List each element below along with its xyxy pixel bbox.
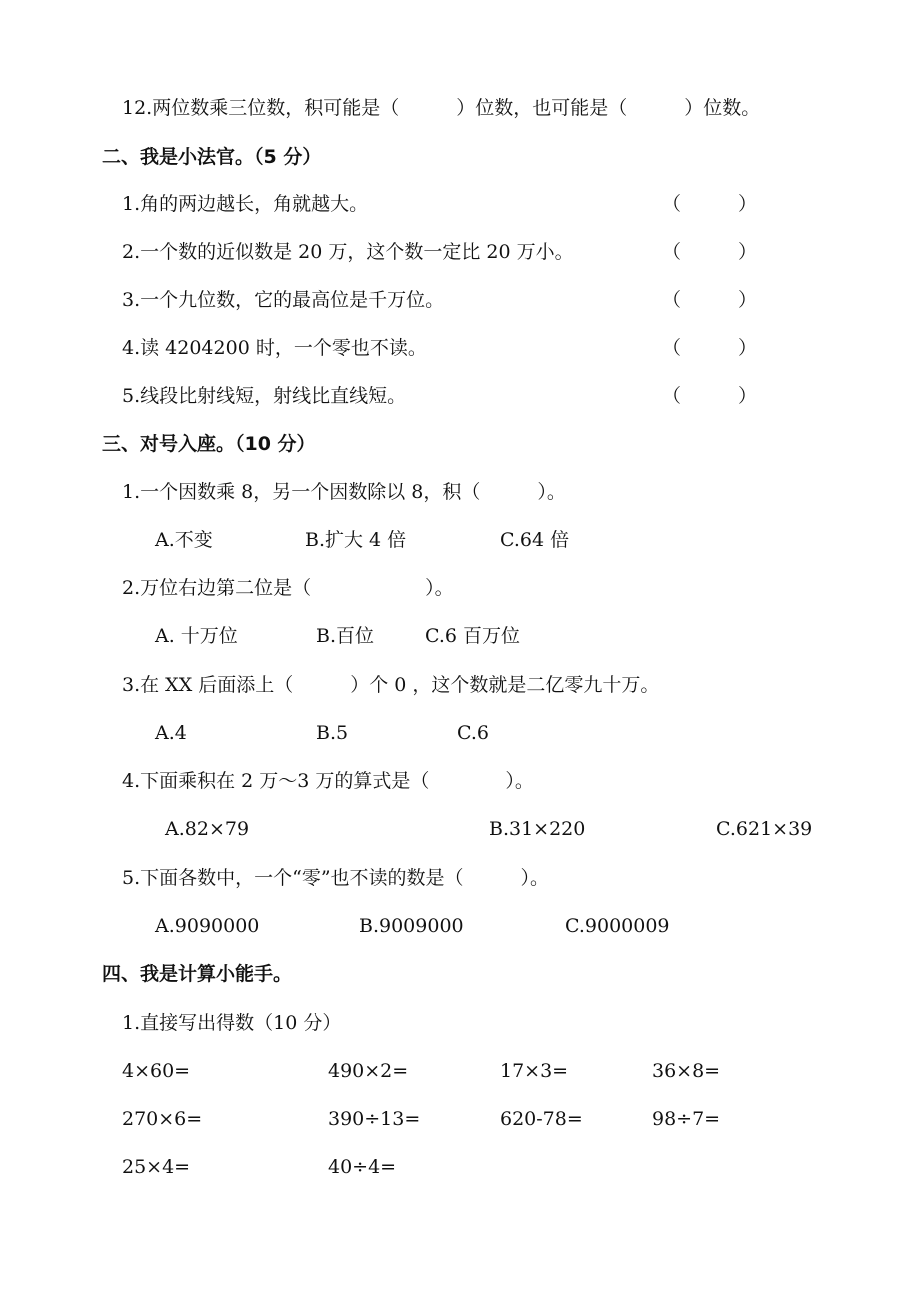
choice-5-option-c: C.9000009 (565, 915, 670, 937)
choice-question-2: 2.万位右边第二位是（ ）。 (122, 577, 454, 599)
choice-2-option-b: B.百位 (316, 625, 375, 647)
judge-item-1: 1.角的两边越长，角就越大。 (122, 193, 369, 215)
choice-3-option-c: C.6 (457, 722, 489, 744)
choice-question-4: 4.下面乘积在 2 万～3 万的算式是（ ）。 (122, 770, 534, 792)
section-4-heading: 四、我是计算小能手。 (102, 963, 293, 985)
choice-1-option-b: B.扩大 4 倍 (305, 529, 407, 551)
choice-1-option-c: C.64 倍 (500, 529, 570, 551)
judge-item-5: 5.线段比射线短，射线比直线短。 (122, 385, 407, 407)
calc-item: 270×6= (122, 1108, 203, 1130)
judge-bracket-2: （ ） (662, 241, 758, 263)
choice-2-option-a: A. 十万位 (155, 625, 238, 647)
calc-item: 620-78= (500, 1108, 583, 1130)
choice-question-3: 3.在 XX 后面添上（ ）个 0 ，这个数就是二亿零九十万。 (122, 674, 660, 696)
judge-bracket-1: （ ） (662, 193, 758, 215)
choice-4-option-c: C.621×39 (716, 818, 813, 840)
choice-5-option-a: A.9090000 (155, 915, 260, 937)
calc-item: 390÷13= (328, 1108, 421, 1130)
judge-bracket-5: （ ） (662, 385, 758, 407)
choice-4-option-b: B.31×220 (489, 818, 586, 840)
choice-question-5: 5.下面各数中，一个“零”也不读的数是（ ）。 (122, 867, 550, 889)
judge-item-3: 3.一个九位数，它的最高位是千万位。 (122, 289, 445, 311)
section-2-heading: 二、我是小法官。（5 分） (102, 146, 322, 168)
judge-item-4: 4.读 4204200 时，一个零也不读。 (122, 337, 427, 359)
calc-item: 98÷7= (652, 1108, 721, 1130)
choice-4-option-a: A.82×79 (165, 818, 250, 840)
calc-item: 17×3= (500, 1060, 569, 1082)
choice-3-option-a: A.4 (155, 722, 187, 744)
calc-item: 36×8= (652, 1060, 721, 1082)
choice-3-option-b: B.5 (316, 722, 349, 744)
calc-item: 4×60= (122, 1060, 191, 1082)
question-12: 12.两位数乘三位数，积可能是（ ）位数，也可能是（ ）位数。 (122, 97, 761, 119)
judge-bracket-4: （ ） (662, 337, 758, 359)
choice-5-option-b: B.9009000 (359, 915, 464, 937)
calc-item: 490×2= (328, 1060, 409, 1082)
judge-bracket-3: （ ） (662, 289, 758, 311)
calc-subheading: 1.直接写出得数（10 分） (122, 1012, 342, 1034)
calc-item: 40÷4= (328, 1156, 397, 1178)
section-3-heading: 三、对号入座。（10 分） (102, 433, 316, 455)
calc-item: 25×4= (122, 1156, 191, 1178)
judge-item-2: 2.一个数的近似数是 20 万，这个数一定比 20 万小。 (122, 241, 574, 263)
choice-2-option-c: C.6 百万位 (425, 625, 521, 647)
choice-1-option-a: A.不变 (155, 529, 213, 551)
choice-question-1: 1.一个因数乘 8，另一个因数除以 8，积（ ）。 (122, 481, 566, 503)
